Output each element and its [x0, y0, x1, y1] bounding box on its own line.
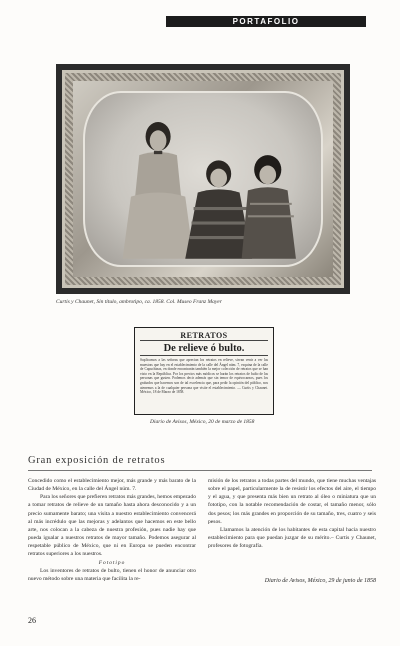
- figure-caption: Curtis y Chaunet, Sin título, ambrotipo, ca. 1858. Col. Museo Franz Mayer: [56, 299, 222, 305]
- article-source: Diario de Avisos, México, 29 de junio de 1858: [264, 578, 376, 584]
- title-rule: [28, 470, 372, 471]
- portrait-three-girls: [85, 93, 321, 265]
- paragraph: misión de los retratos a todas partes del mundo, que tiene muchas ventajas sobre el papel, particularmente la de resistir los efectos del aire, el tiempo y el agua, y que presenta más bien un retrato al óleo o miniatura que un fototipo, con la notable recomendación de costar, el tamaño menor, sólo dos pesos; los más grandes en proporción de su tamaño, tres, cuatro y seis pesos.: [208, 478, 376, 525]
- clipping-body: Suplicamos a las señoras que aprecian los retratos en relieve, sirvan venir a ver las muestras que hay en el establecimiento de la calle del Ángel núm. 7, esquina de la calle de Capuchinas, en donde encontrarán también la mejor colección de retratos que se han visto en la República. Por los precios más módicos se harán los retratos de bulto de las personas que gusten. Podemos decir además que sin temor de equivocarnos, pues los grabados que hacemos son de tal excelencia que, para pedir la opinión del público, nos atenemos a la de cualquier persona que visite el establecimiento. — Curtis y Chaunet. México, 18 de Marzo de 1858.: [140, 358, 268, 395]
- clipping-date: México, 18 de Marzo de 1858.: [140, 390, 185, 395]
- subhead-fototipo: Fototipo: [98, 559, 126, 566]
- section-tab: PORTAFOLIO: [166, 16, 366, 27]
- clipping-heading: RETRATOS: [140, 331, 268, 341]
- ambrotype-frame: [56, 64, 350, 294]
- newspaper-clipping: [134, 327, 274, 415]
- paragraph: Concedido como el establecimiento mejor, más grande y más barato de la Ciudad de México, en la calle del Ángel núm. 7.: [28, 478, 196, 493]
- clipping-title: De relieve ó bulto.: [140, 342, 268, 356]
- frame-mat: [73, 81, 333, 277]
- ambrotype-photograph: [83, 91, 323, 267]
- frame-border: [62, 70, 344, 288]
- paragraph: Para los señores que prefieren retratos más grandes, hemos empezado a tomar retratos de relieve de un tamaño hasta ahora desconocido y a un precio sumamente barato; una visita a nuestro establecimiento convencerá al más incrédulo que las mejoras y adelantos que hacemos en este bello arte, nos colocan a la cabeza de nuestra profesión, pues nadie hay que pueda igualar a nuestros retratos de mayor tamaño. Podemos asegurar al respetable público de México, que ni en Europa se pueden encontrar retratos superiores a los nuestros.: [28, 494, 196, 558]
- article-column-right: [208, 477, 376, 550]
- clipping-caption: Diario de Avisos, México, 20 de marzo de 1858: [150, 419, 255, 425]
- page-number: 26: [28, 616, 36, 625]
- paragraph: Llamamos la atención de los habitantes de esta capital hacia nuestro establecimiento para que puedan juzgar de su mérito.– Curtis y Chaunet, profesores de fotografía.: [208, 526, 376, 550]
- article-column-left: [28, 477, 196, 583]
- article-title: Gran exposición de retratos: [28, 455, 166, 466]
- paragraph: Los inventores de retratos de bulto, tienen el honor de anunciar otro nuevo método sobre una materia que facilita la re-: [28, 567, 196, 582]
